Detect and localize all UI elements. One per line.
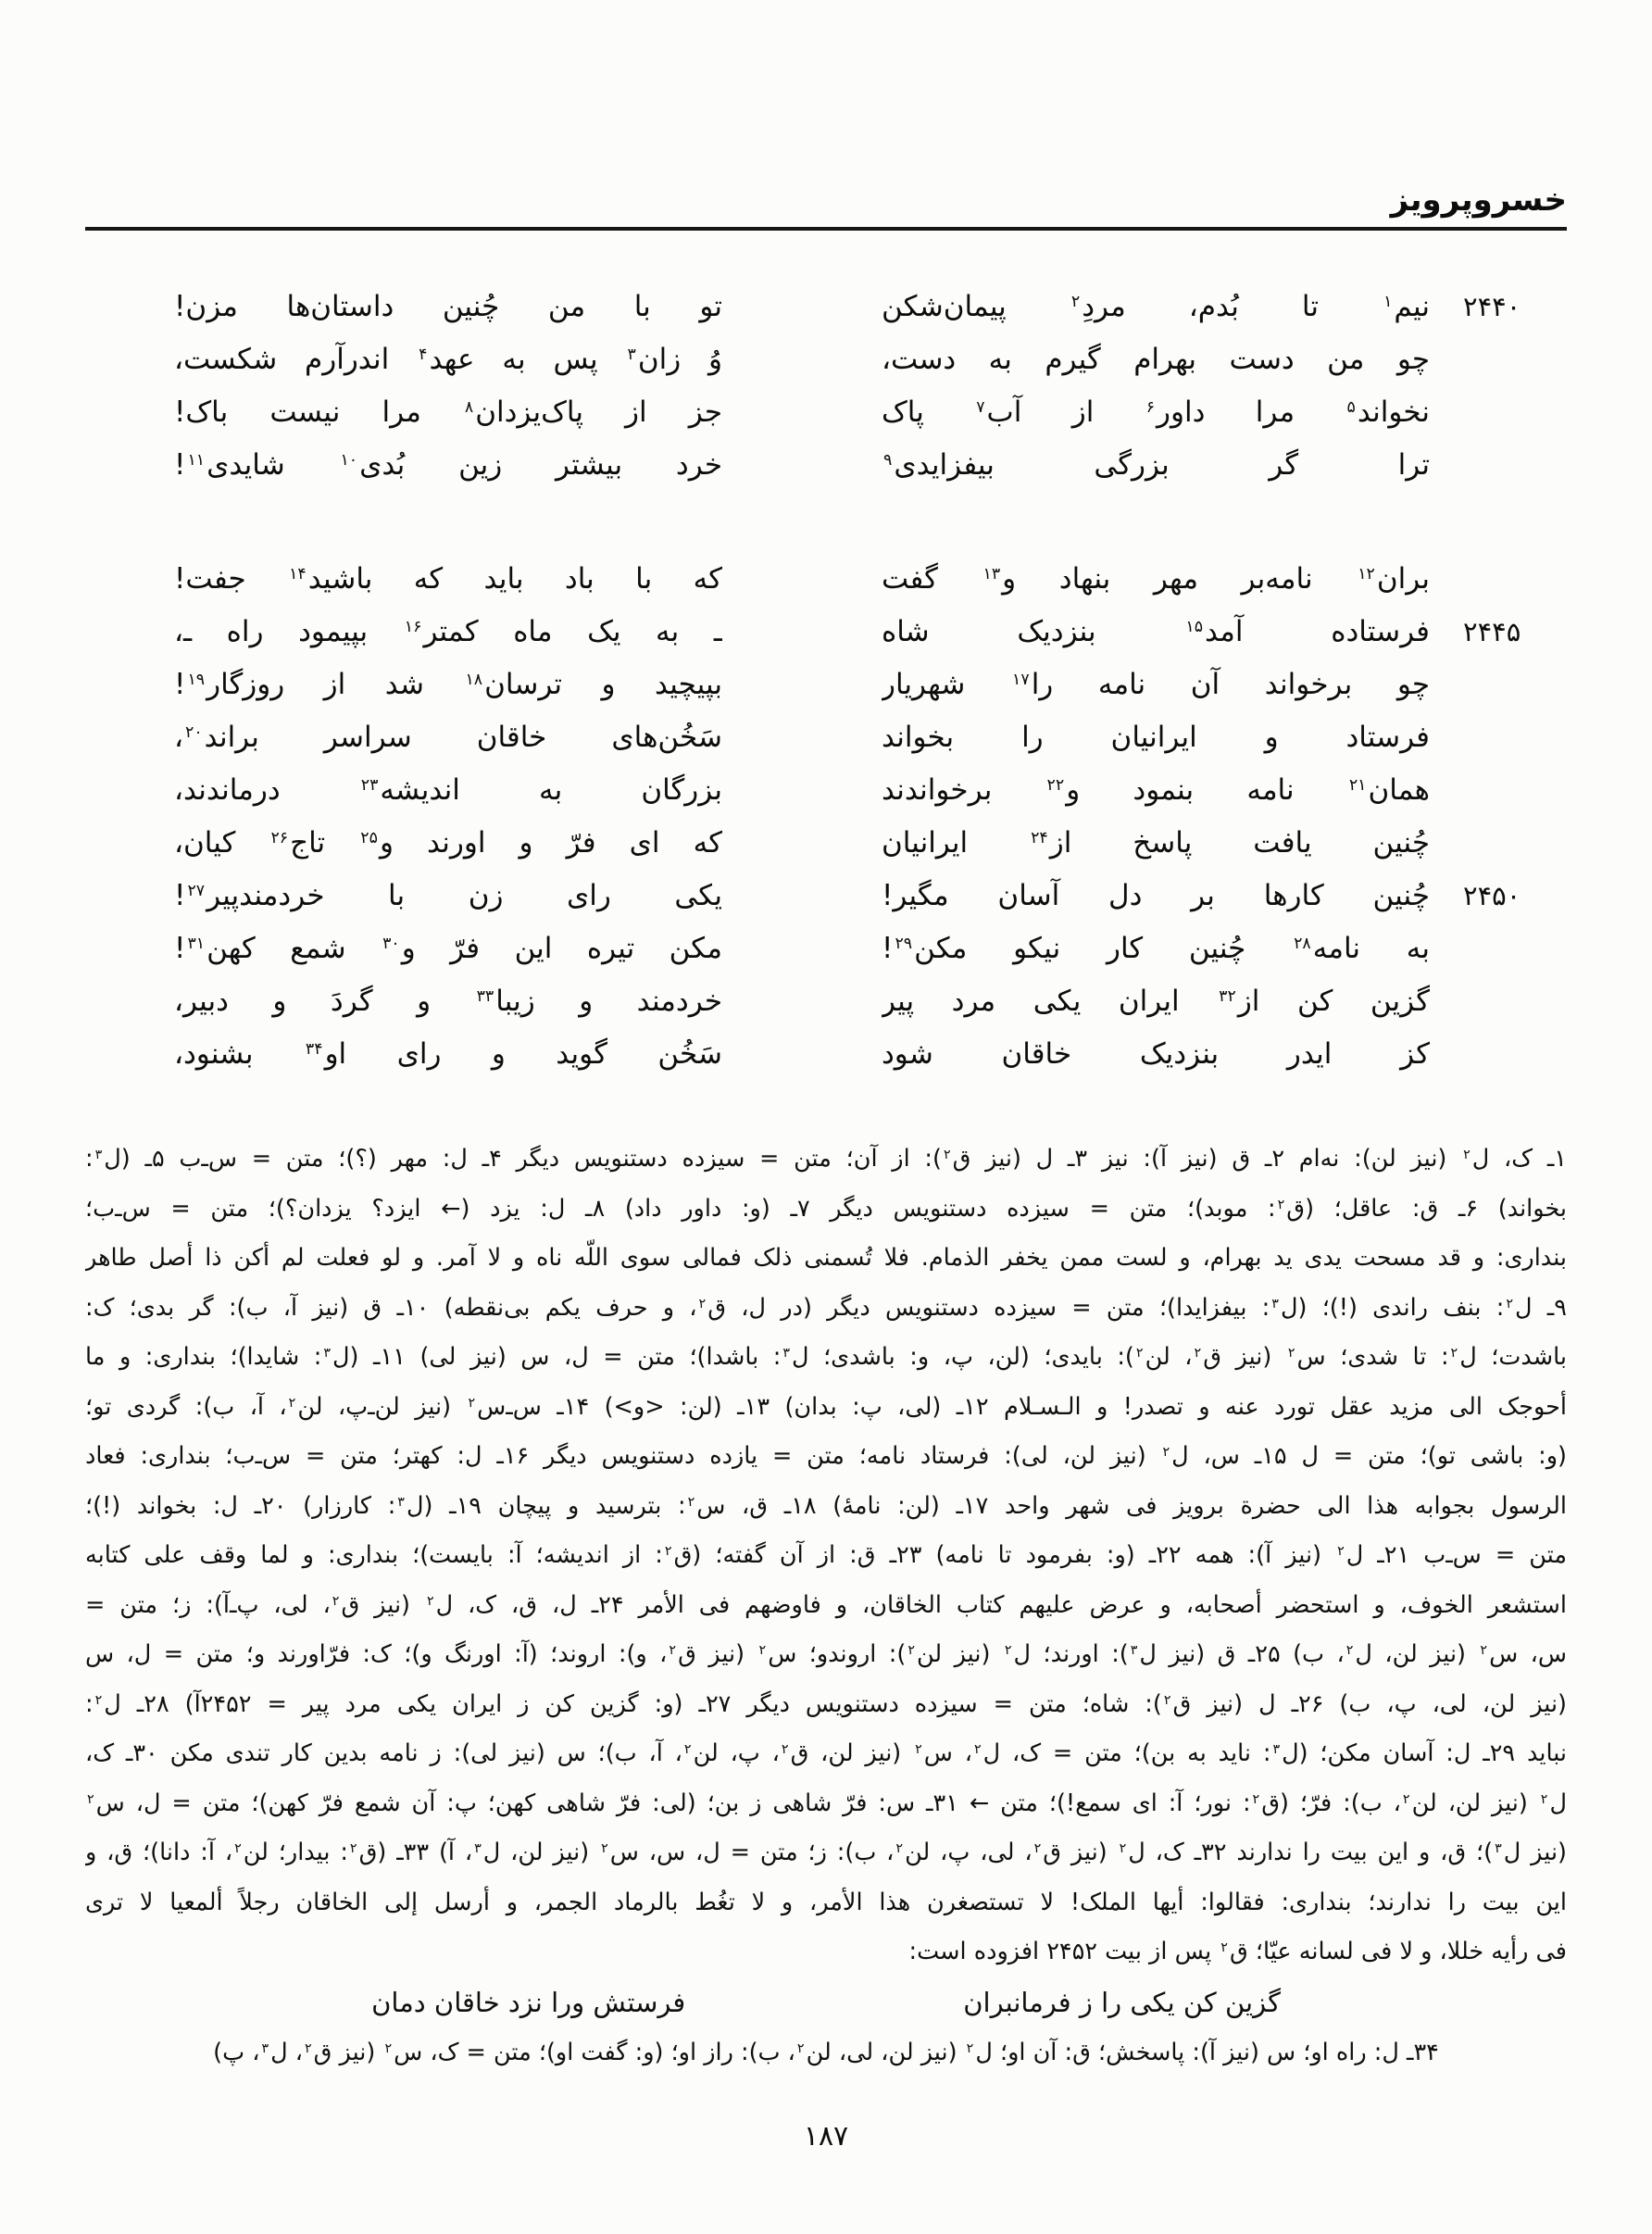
verse-number: ۲۴۴۵	[1463, 616, 1521, 647]
hemistich-right: گزین کن از$^{۳۲}$ ایران یکی مرد پیر	[882, 985, 1430, 1018]
verse-number: ۲۴۴۰	[1463, 291, 1521, 322]
apparatus-line: ۹ـ ل$^۲$: بنف راندی (!)؛ (ل$^۳$: بیفزایدا)؛ متن = سیزده دستنویس دیگر (در ل، ق$^۲$، و حرف یکم بی‌نقطه) ۱۰ـ ق (نیز آ، ب): گر بدی؛ ک:	[85, 1293, 1567, 1322]
hemistich-left: خردمند و زیبا$^{۳۳}$ و گردَ و دبیر،	[174, 985, 722, 1018]
page-number: ۱۸۷	[803, 2119, 849, 2152]
hemistich-right: چو برخواند آن نامه را$^{۱۷}$ شهریار	[882, 668, 1430, 701]
hemistich-right: به نامه$^{۲۸}$ چُنین کار نیکو مکن$^{۲۹}$!	[882, 932, 1430, 965]
apparatus-section	[85, 1135, 1567, 2077]
verse-row	[85, 439, 1567, 492]
hemistich-right: فرستاده آمد$^{۱۵}$ بنزدیک شاه	[882, 615, 1430, 648]
hemistich-right: چُنین یافت پاسخ از$^{۲۴}$ ایرانیان	[882, 826, 1430, 860]
verse-row	[85, 281, 1567, 333]
couplet-right-hemistich: گزین کن یکی را ز فرمانبران	[963, 1986, 1281, 2018]
apparatus-line: أحوجک الی مزید عقل تورد عنه و تصدر! و الـسـلام ۱۲ـ (لی، پ: بدان) ۱۳ـ (لن: <و>) ۱۴ـ س‌ـ‌س$^۲$ (نیز لن‌ـ‌پ، لن$^۲$، آ، ب): گردی تو؛	[85, 1392, 1567, 1421]
apparatus-line: (و: باشی تو)؛ متن = ل ۱۵ـ س، ل$^۲$ (نیز لن، لی): فرستاد نامه؛ متن = یازده دستنویس دیگر ۱۶ـ ل: کهتر؛ متن = س‌ـ‌ب؛ بنداری: فعاد	[85, 1442, 1567, 1470]
hemistich-right: همان$^{۲۱}$ نامه بنمود و$^{۲۲}$ برخواندند	[882, 773, 1430, 807]
verse-row	[85, 817, 1567, 870]
apparatus-line: (نیز لن، لی، پ، ب) ۲۶ـ ل (نیز ق$^۲$): شاه؛ متن = سیزده دستنویس دیگر ۲۷ـ (و: گزین کن ز ایران یکی مرد پیر = ۲۴۵۲آ) ۲۸ـ ل$^۲$:	[85, 1689, 1567, 1718]
hemistich-right: چو من دست بهرام گیرم به دست،	[882, 343, 1430, 376]
couplet-left-hemistich: فرستش ورا نزد خاقان دمان	[371, 1986, 686, 2018]
verse-row	[85, 659, 1567, 711]
hemistich-left: خرد بیشتر زین بُدی$^{۱۰}$ شایدی$^{۱۱}$!	[174, 448, 722, 482]
apparatus-final-line: ۳۴ـ ل: راه او؛ س (نیز آ): پاسخش؛ ق: آن او؛ ل$^۲$ (نیز لن، لی، لن$^۲$، ب): راز او؛ (و: گفت او)؛ متن = ک، س$^۲$ (نیز ق$^۲$، ل$^۳$، پ)	[213, 2038, 1439, 2066]
verse-row	[85, 606, 1567, 659]
inserted-couplet	[85, 1977, 1567, 2027]
apparatus-line: فی رأیه خللا، و لا فی لسانه عیّا؛ ق$^۲$ پس از بیت ۲۴۵۲ افزوده است:	[908, 1938, 1567, 1965]
apparatus-line: استشعر الخوف، و استحضر أصحابه، و عرض علیهم کتاب الخاقان، و فاوضهم فی الأمر ۲۴ـ ل، ق، ک، ل$^۲$ (نیز ق$^۲$، لی، پ‌ـ‌آ): ز؛ متن =	[85, 1590, 1567, 1619]
verse-row	[85, 975, 1567, 1028]
apparatus-line: الرسول بجوابه هذا الی حضرة برویز فی شهر واحد ۱۷ـ (لن: نامهٔ) ۱۸ـ ق، س$^۲$: بترسید و پیچان ۱۹ـ (ل$^۳$: کارزار) ۲۰ـ ل: بخواند (!)؛	[85, 1491, 1567, 1520]
running-title: خسروپرویز	[1390, 182, 1567, 219]
verse-row	[85, 764, 1567, 817]
apparatus-line: س، س$^۲$ (نیز لن، ل$^۲$، ب) ۲۵ـ ق (نیز ل$^۳$): اورند؛ ل$^۲$ (نیز لن$^۲$): اروندو؛ س$^۲$ (نیز ق$^۲$، و): اروند؛ (آ: اورنگ و)؛ ک: فرّاورند و؛ متن = ل، س	[85, 1640, 1567, 1668]
apparatus-line: (نیز ل$^۳$)؛ ق، و این بیت را ندارند ۳۲ـ ک، ل$^۲$ (نیز ق$^۲$، لی، پ، لن$^۲$، ب): ز؛ متن = ل، س، س$^۲$ (نیز لن، ل$^۳$، آ) ۳۳ـ (ق$^۲$: بیدار؛ لن$^۲$، آ: دانا)؛ ق، و	[85, 1839, 1567, 1866]
hemistich-left: تو با من چُنین داستان‌ها مزن!	[174, 290, 722, 323]
apparatus-line: این بیت را ندارند؛ بنداری: فقالوا: أیها الملک! لا تستصغرن هذا الأمر، و لا تغُط بالرماد الجمر، و أرسل إلی الخاقان رجلاً ألمعیا لا تری	[85, 1888, 1567, 1916]
apparatus-line: باشدت؛ ل$^۲$: تا شدی؛ س$^۲$ (نیز ق$^۲$، لن$^۲$): بایدی؛ (لن، پ، و: باشدی؛ ل$^۳$: باشدا)؛ متن = ل، س (نیز لی) ۱۱ـ (ل$^۳$: شایدا)؛ بنداری: و ما	[85, 1343, 1567, 1371]
verse-row	[85, 1028, 1567, 1081]
hemistich-left: مکن تیره این فرّ و$^{۳۰}$ شمع کهن$^{۳۱}$!	[174, 932, 722, 965]
verse-row	[85, 922, 1567, 975]
hemistich-right: نیم$^۱$ تا بُدم، مردِ$^۲$ پیمان‌شکن	[882, 290, 1430, 323]
apparatus-line: نباید ۲۹ـ ل: آسان مکن؛ (ل$^۳$: ناید به بن)؛ متن = ک، ل$^۲$، س$^۲$ (نیز لن، ق$^۲$، پ، لن$^۲$، آ، ب)؛ س (نیز لی): ز نامه بدین کار تندی مکن ۳۰ـ ک،	[85, 1739, 1567, 1767]
hemistich-right: کز ایدر بنزدیک خاقان شود	[882, 1037, 1430, 1071]
hemistich-left: که با باد باید که باشید$^{۱۴}$ جفت!	[174, 562, 722, 596]
apparatus-lines	[85, 1135, 1567, 1977]
header-rule	[85, 227, 1567, 231]
verse-section	[85, 281, 1567, 1081]
hemistich-right: بران$^{۱۲}$ نامه‌بر مهر بنهاد و$^{۱۳}$ گفت	[882, 562, 1430, 596]
apparatus-line: بخواند) ۶ـ ق: عاقل؛ (ق$^۲$: موبد)؛ متن = سیزده دستنویس دیگر ۷ـ (و: داور داد) ۸ـ ل: یزد (← ایزد؟ یزدان؟)؛ متن = س‌ـ‌ب؛	[85, 1194, 1567, 1223]
apparatus-line: ل$^۲$ (نیز لن، لن$^۲$، ب): فرّ؛ (ق$^۲$: نور؛ آ: ای سمع!)؛ متن ← ۳۱ـ س: فرّ شاهی ز بن؛ (لی: فرّ شاهی کهن؛ پ: آن شمع فرّ کهن)؛ متن = ل، س$^۲$	[87, 1788, 1567, 1817]
verse-number: ۲۴۵۰	[1463, 880, 1521, 911]
hemistich-left: که ای فرّ و اورند و$^{۲۵}$ تاج$^{۲۶}$ کیان،	[174, 826, 722, 860]
page-header	[85, 0, 1567, 231]
verse-row	[85, 553, 1567, 606]
verse-row	[85, 333, 1567, 386]
verse-row	[85, 711, 1567, 764]
hemistich-left: یکی رای زن با خردمندپیر$^{۲۷}$!	[174, 879, 722, 912]
hemistich-left: جز از پاک‌یزدان$^۸$ مرا نیست باک!	[174, 395, 722, 429]
hemistich-left: سَخُن گوید و رای او$^{۳۴}$ بشنود،	[174, 1037, 722, 1071]
verse-row	[85, 386, 1567, 439]
hemistich-right: ترا گر بزرگی بیفزایدی$^۹$	[883, 448, 1430, 482]
hemistich-left: بپیچید و ترسان$^{۱۸}$ شد از روزگار$^{۱۹}$!	[174, 668, 722, 701]
hemistich-left: وُ زان$^۳$ پس به عهد$^۴$ اندرآرم شکست،	[174, 343, 722, 376]
apparatus-line: متن = س‌ـ‌ب ۲۱ـ ل$^۲$ (نیز آ): همه ۲۲ـ (و: بفرمود تا نامه) ۲۳ـ ق: از آن گفته؛ (ق$^۲$: از اندیشه؛ آ: بایست)؛ بنداری: و لما وقف علی کتابه	[85, 1541, 1567, 1569]
hemistich-left: بزرگان به اندیشه$^{۲۳}$ درماندند،	[174, 773, 722, 807]
hemistich-right: فرستاد و ایرانیان را بخواند	[882, 721, 1430, 754]
hemistich-right: نخواند$^۵$ مرا داور$^۶$ از آب$^۷$ پاک	[882, 395, 1430, 429]
verse-row	[85, 870, 1567, 922]
apparatus-line: ۱ـ ک، ل$^۲$ (نیز لن): نه‌ام ۲ـ ق (نیز آ): نیز ۳ـ ل (نیز ق$^۲$): از آن؛ متن = سیزده دستنویس دیگر ۴ـ ل: مهر (؟)؛ متن = س‌ـ‌ب ۵ـ (ل$^۳$:	[85, 1145, 1567, 1173]
hemistich-left: ـ به یک ماه کمتر$^{۱۶}$ بپیمود راه ـ،	[174, 615, 722, 648]
hemistich-left: سَخُن‌های خاقان سراسر براند$^{۲۰}$،	[174, 721, 722, 754]
hemistich-right: چُنین کارها بر دل آسان مگیر!	[882, 879, 1430, 912]
stanza-gap	[85, 492, 1567, 553]
apparatus-line: بنداری: و قد مسحت یدی ید بهرام، و لست ممن یخفر الذمام. فلا تُسمنی ذلک فمالی سوی اللّه ناه و لا آمر. و لو فعلت لم أکن ذا أصل طاهر	[85, 1244, 1567, 1272]
